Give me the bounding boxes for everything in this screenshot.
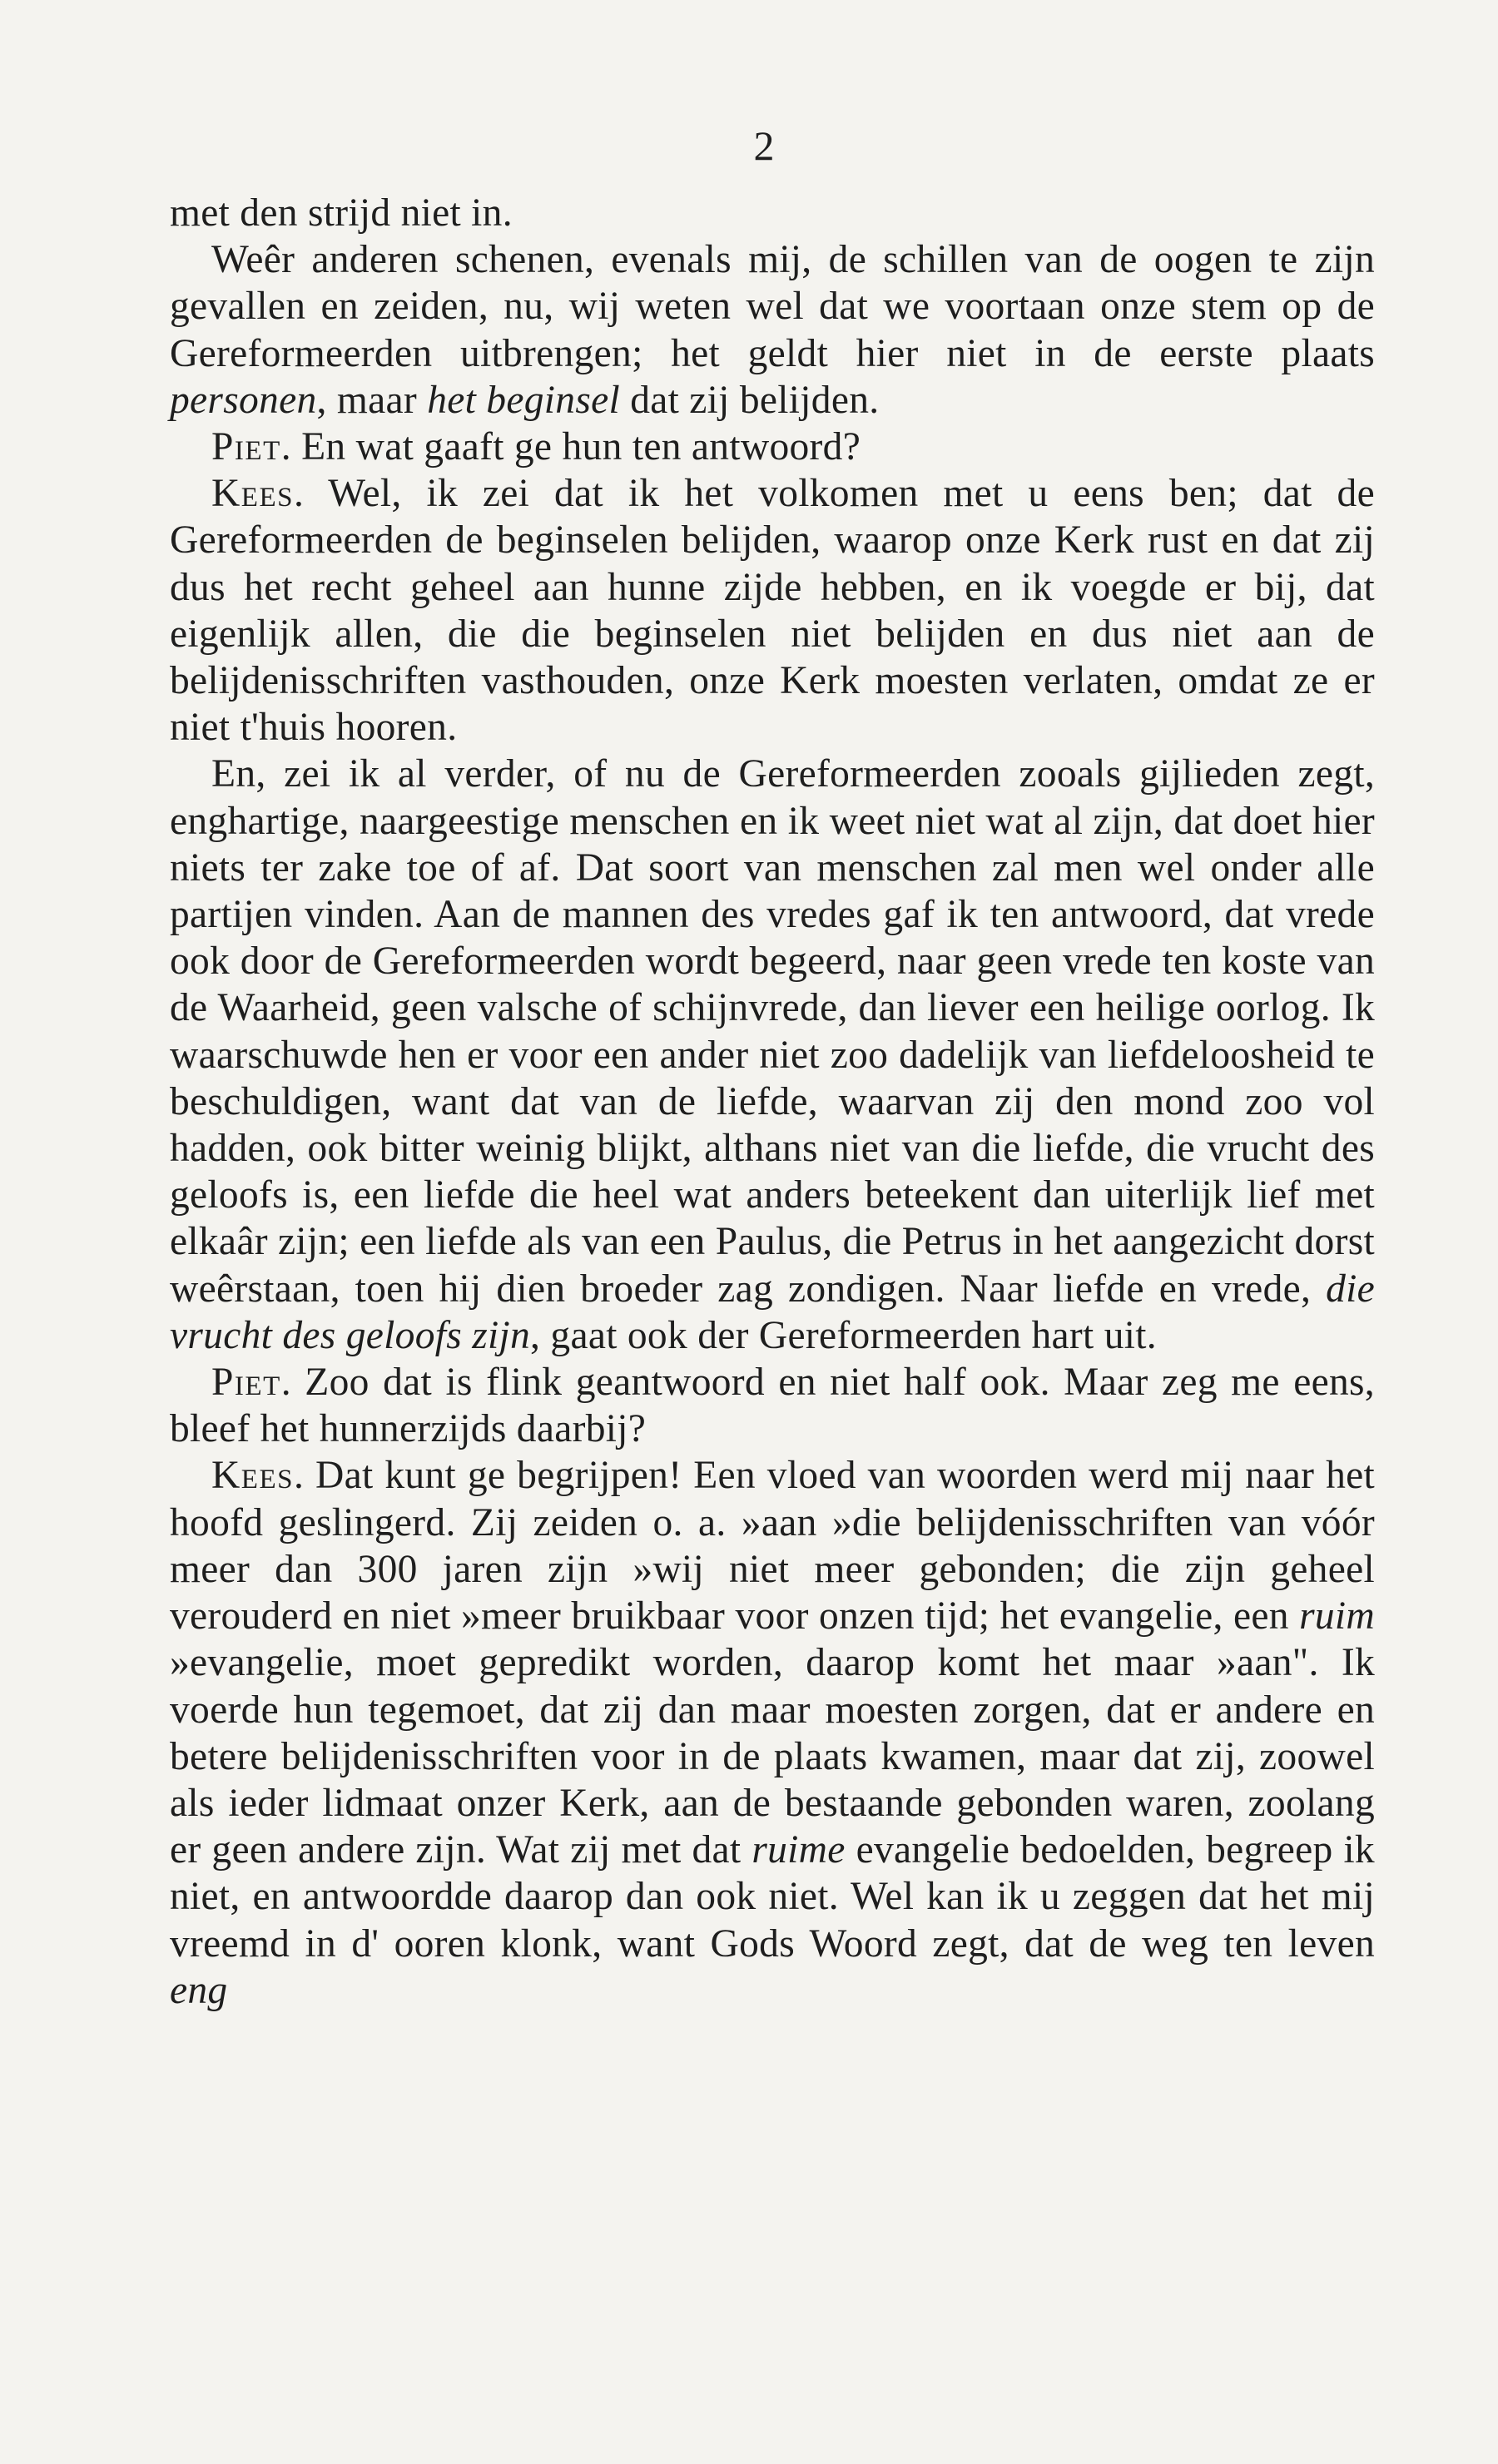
paragraph [170, 751, 1375, 1359]
paragraph [170, 470, 1375, 751]
text-run: , gaat ook der Gereformeerden hart uit. [530, 1313, 1157, 1357]
speaker-name: Piet [211, 425, 281, 469]
text-run: evangelie bedoelden, begreep ik niet, en antwoordde daarop dan ook niet. Wel kan ik u zeggen dat het mij vreemd in d' ooren klonk, want Gods Woord zegt, dat de weg ten leven [170, 1828, 1375, 1966]
paragraph [170, 190, 1375, 236]
italic-text: het beginsel [427, 378, 621, 422]
text-run: dat zij belijden. [620, 378, 880, 422]
italic-text: ruim [1299, 1594, 1375, 1639]
text-run: Weêr anderen schenen, evenals mij, de schillen van de oogen te zijn gevallen en zeiden, nu, wij weten wel dat we voortaan onze stem op de Gereformeerden uitbrengen; het geldt hier niet in de eerste plaats [170, 238, 1375, 375]
paragraph [170, 1452, 1375, 2013]
text-run: , maar [316, 378, 428, 422]
italic-text: personen [170, 378, 317, 422]
paragraph [170, 236, 1375, 424]
italic-text: ruime [751, 1828, 846, 1872]
text-run: »evangelie, moet gepredikt worden, daarop komt het maar »aan". Ik voerde hun tegemoet, dat zij dan maar moesten zorgen, dat er andere en betere belijdenisschriften voor in de plaats kwamen, maar dat zij, zoowel als ieder lidmaat onzer Kerk, aan de bestaande gebonden waren, zoolang er geen andere zijn. Wat zij met dat [170, 1641, 1375, 1872]
paragraph [170, 424, 1375, 470]
text-run: met den strijd niet in. [170, 191, 513, 235]
text-run: . Dat kunt ge begrijpen! Een vloed van woorden werd mij naar het hoofd geslingerd. Zij zeiden o. a. »aan »die belijdenisschriften van vóór meer dan 300 jaren zijn »wij niet meer gebonden; die zijn geheel verouderd en niet »meer bruikbaar voor onzen tijd; het evangelie, een [170, 1454, 1375, 1639]
speaker-name: Kees [211, 472, 294, 516]
italic-text: eng [170, 1968, 228, 2012]
paragraph [170, 1359, 1375, 1452]
speaker-name: Kees [211, 1454, 294, 1498]
page-number: 2 [753, 122, 775, 169]
body-text [170, 190, 1375, 2014]
text-run: En, zei ik al verder, of nu de Gereformeerden zooals gijlieden zegt, enghartige, naargeestige menschen en ik weet niet wat al zijn, dat doet hier niets ter zake toe of af. Dat soort van menschen zal men wel onder alle partijen vinden. Aan de mannen des vredes gaf ik ten antwoord, dat vrede ook door de Gereformeerden wordt begeerd, naar geen vrede ten koste van de Waarheid, geen valsche of schijnvrede, dan liever een heilige oorlog. Ik waarschuwde hen er voor een ander niet zoo dadelijk van liefdeloosheid te beschuldigen, want dat van de liefde, waarvan zij den mond zoo vol hadden, ook bitter weinig blijkt, althans niet van die liefde, die vrucht des geloofs is, een liefde die heel wat anders beteekent dan uiterlijk lief met elkaâr zijn; een liefde als van een Paulus, die Petrus in het aangezicht dorst weêrstaan, toen hij dien broeder zag zondigen. Naar liefde en vrede, [170, 752, 1375, 1311]
text-run: . Zoo dat is flink geantwoord en niet half ook. Maar zeg me eens, bleef het hunnerzijds daarbij? [170, 1361, 1375, 1451]
italic-text: die vrucht des geloofs zijn [170, 1267, 1375, 1357]
speaker-name: Piet [211, 1361, 281, 1405]
text-run: . Wel, ik zei dat ik het volkomen met u eens ben; dat de Gereformeerden de beginselen belijden, waarop onze Kerk rust en dat zij dus het recht geheel aan hunne zijde hebben, en ik voegde er bij, dat eigenlijk allen, die die beginselen niet belijden en dus niet aan de belijdenisschriften vasthouden, onze Kerk moesten verlaten, omdat ze er niet t'huis hooren. [170, 472, 1375, 750]
text-run: . En wat gaaft ge hun ten antwoord? [280, 425, 861, 469]
